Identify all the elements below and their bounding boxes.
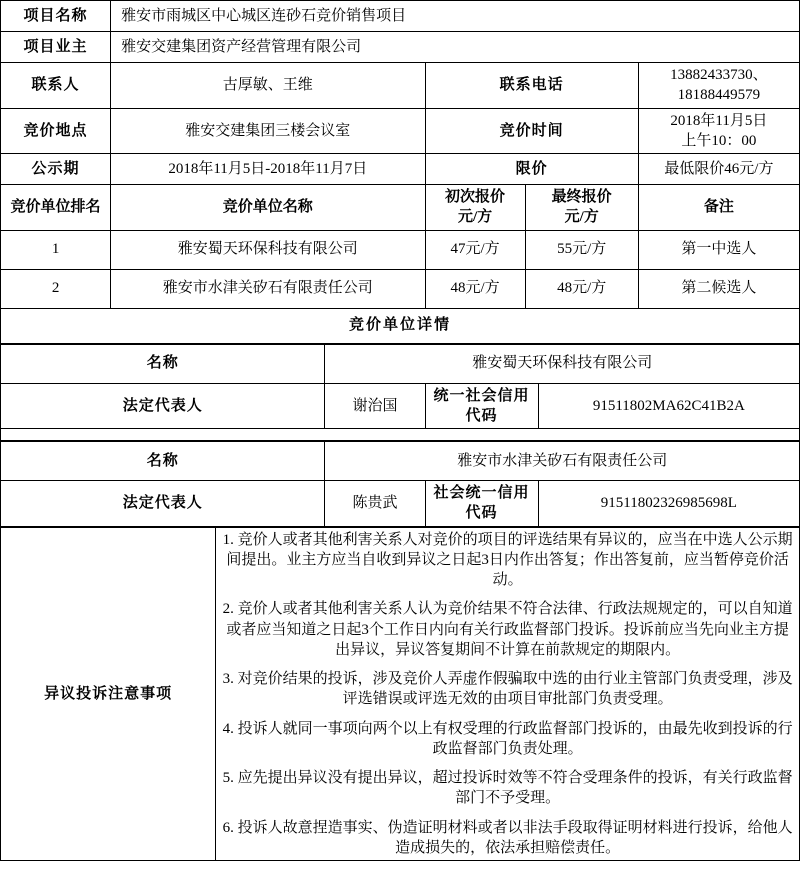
header-remark: 备注 bbox=[638, 185, 799, 231]
row-rank: 2 bbox=[1, 269, 111, 308]
note-item: 5. 应先提出异议没有提出异议，超过投诉时效等不符合受理条件的投诉，有关行政监督部门不予受理。 bbox=[222, 770, 793, 807]
unit-name-row bbox=[1, 344, 800, 383]
header-first-price bbox=[425, 185, 525, 231]
table-row bbox=[1, 269, 800, 308]
time-value bbox=[638, 108, 799, 154]
unit-name-value: 雅安蜀天环保科技有限公司 bbox=[325, 344, 800, 383]
note-item: 6. 投诉人故意捏造事实、伪造证明材料或者以非法手段取得证明材料进行投诉，给他人造成损失的，依法承担赔偿责任。 bbox=[222, 819, 793, 856]
unit-legal-value: 陈贵武 bbox=[325, 481, 425, 527]
unit-spacer-cell bbox=[1, 429, 800, 441]
contact-row bbox=[1, 63, 800, 109]
time-label: 竞价时间 bbox=[425, 108, 638, 154]
notice-label: 公示期 bbox=[1, 154, 111, 185]
notes-table bbox=[0, 527, 800, 862]
project-name-value: 雅安市雨城区中心城区连砂石竞价销售项目 bbox=[111, 1, 800, 32]
row-first-price: 48元/方 bbox=[425, 269, 525, 308]
unit-name-row bbox=[1, 442, 800, 481]
project-owner-value: 雅安交建集团资产经营管理有限公司 bbox=[111, 32, 800, 63]
table-row bbox=[1, 230, 800, 269]
row-remark: 第一中选人 bbox=[638, 230, 799, 269]
notes-label: 异议投诉注意事项 bbox=[1, 527, 216, 861]
row-rank: 1 bbox=[1, 230, 111, 269]
unit-legal-row bbox=[1, 383, 800, 429]
row-first-price: 47元/方 bbox=[425, 230, 525, 269]
unit-name-value: 雅安市水津关矽石有限责任公司 bbox=[325, 442, 800, 481]
time-value-hour: 上午10：00 bbox=[681, 132, 757, 149]
project-owner-label: 项目业主 bbox=[1, 32, 111, 63]
phone-value: 13882433730、18188449579 bbox=[638, 63, 799, 109]
unit-credit-label bbox=[425, 383, 538, 429]
bid-table-header-row bbox=[1, 185, 800, 231]
header-first-price-line1: 初次报价 bbox=[445, 189, 506, 205]
project-owner-row bbox=[1, 32, 800, 63]
row-unit-name: 雅安蜀天环保科技有限公司 bbox=[111, 230, 425, 269]
unit-legal-value: 谢治国 bbox=[325, 383, 425, 429]
unit-credit-label-line2: 代码 bbox=[465, 505, 498, 522]
project-name-row bbox=[1, 1, 800, 32]
unit-detail-table-1 bbox=[0, 344, 800, 442]
unit-name-label: 名称 bbox=[1, 442, 325, 481]
header-rank: 竞价单位排名 bbox=[1, 185, 111, 231]
unit-credit-value: 91511802MA62C41B2A bbox=[538, 383, 799, 429]
phone-label: 联系电话 bbox=[425, 63, 638, 109]
detail-section-title-row bbox=[1, 308, 800, 343]
unit-credit-label-line1: 社会统一信用 bbox=[433, 485, 530, 501]
unit-credit-label-line1: 统一社会信用 bbox=[433, 387, 530, 404]
note-item: 2. 竞价人或者其他利害关系人认为竞价结果不符合法律、行政法规规定的，可以自知道或者应当知道之日起3个工作日内向有关行政监督部门投诉。投诉前应当先向业主方提出异议，异议答复期间不计算在前款规定的期限内。 bbox=[222, 601, 793, 658]
contact-value: 古厚敏、王维 bbox=[111, 63, 425, 109]
unit-legal-row bbox=[1, 481, 800, 527]
header-final-price bbox=[525, 185, 638, 231]
notes-content bbox=[216, 527, 800, 861]
limit-label: 限价 bbox=[425, 154, 638, 185]
place-time-row bbox=[1, 108, 800, 154]
row-unit-name: 雅安市水津关矽石有限责任公司 bbox=[111, 269, 425, 308]
bid-result-document bbox=[0, 0, 800, 344]
unit-credit-label-line2: 代码 bbox=[465, 407, 498, 424]
unit-legal-label: 法定代表人 bbox=[1, 383, 325, 429]
place-value: 雅安交建集团三楼会议室 bbox=[111, 108, 425, 154]
note-item: 1. 竞价人或者其他利害关系人对竞价的项目的评选结果有异议的，应当在中选人公示期间提出。业主方应当自收到异议之日起3日内作出答复；作出答复前，应当暂停竞价活动。 bbox=[222, 531, 793, 588]
notice-value: 2018年11月5日-2018年11月7日 bbox=[111, 154, 425, 185]
row-remark: 第二候选人 bbox=[638, 269, 799, 308]
unit-name-label: 名称 bbox=[1, 344, 325, 383]
place-label: 竞价地点 bbox=[1, 108, 111, 154]
notice-limit-row bbox=[1, 154, 800, 185]
detail-section-title: 竞价单位详情 bbox=[1, 308, 800, 343]
header-final-price-line2: 元/方 bbox=[564, 209, 599, 226]
project-name-label: 项目名称 bbox=[1, 1, 111, 32]
note-item: 3. 对竞价结果的投诉，涉及竞价人弄虚作假骗取中选的由行业主管部门负责受理，涉及评选错误或评选无效的由项目审批部门负责受理。 bbox=[222, 671, 793, 708]
note-item: 4. 投诉人就同一事项向两个以上有权受理的行政监督部门投诉的，由最先收到投诉的行政监督部门负责处理。 bbox=[222, 720, 793, 757]
unit-credit-label bbox=[425, 481, 538, 527]
unit-spacer bbox=[1, 429, 800, 441]
header-final-price-line1: 最终报价 bbox=[551, 189, 612, 205]
unit-legal-label: 法定代表人 bbox=[1, 481, 325, 527]
row-final-price: 55元/方 bbox=[525, 230, 638, 269]
contact-label: 联系人 bbox=[1, 63, 111, 109]
header-unit-name: 竞价单位名称 bbox=[111, 185, 425, 231]
header-first-price-line2: 元/方 bbox=[457, 209, 493, 226]
row-final-price: 48元/方 bbox=[525, 269, 638, 308]
unit-credit-value: 91511802326985698L bbox=[538, 481, 799, 527]
unit-detail-table-2 bbox=[0, 441, 800, 527]
limit-value: 最低限价46元/方 bbox=[638, 154, 799, 185]
time-value-date: 2018年11月5日 bbox=[670, 112, 768, 129]
notes-row bbox=[1, 527, 800, 861]
